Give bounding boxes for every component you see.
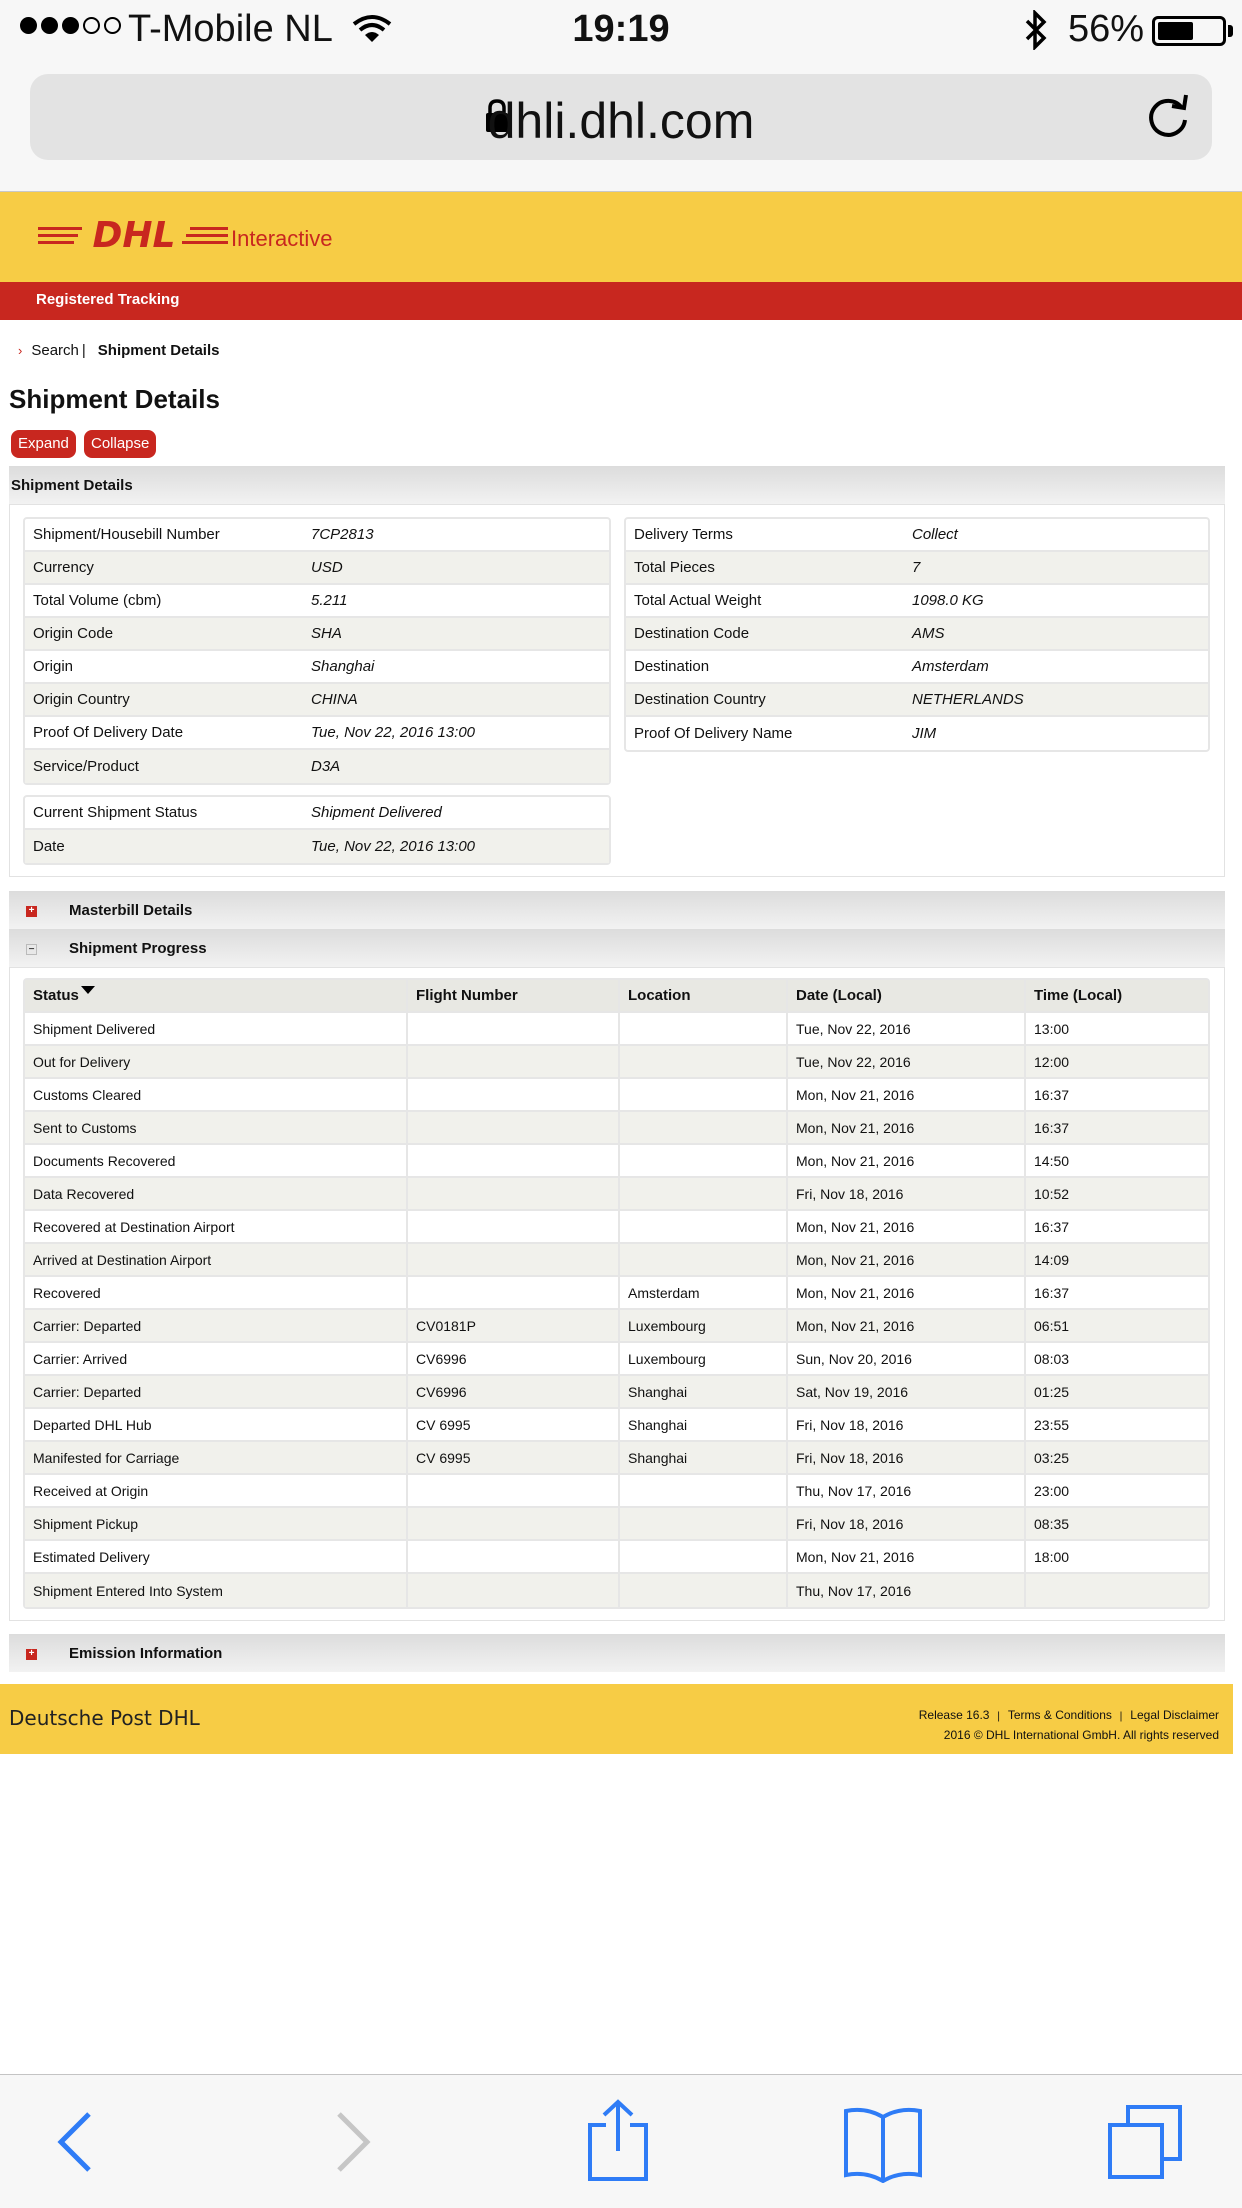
battery-percent: 56% xyxy=(1068,8,1145,50)
shipment-progress-section-header[interactable] xyxy=(9,929,1225,967)
status-cell: Carrier: Departed xyxy=(25,1376,408,1407)
flight-cell xyxy=(408,1244,620,1275)
date-cell: Mon, Nov 21, 2016 xyxy=(788,1244,1026,1275)
time-cell: 08:35 xyxy=(1034,1515,1070,1532)
status-cell: Shipment Pickup xyxy=(25,1508,408,1539)
table-header-row xyxy=(25,980,1208,1013)
date-cell: Mon, Nov 21, 2016 xyxy=(788,1541,1026,1572)
table-row xyxy=(25,1475,1208,1508)
detail-value: NETHERLANDS xyxy=(912,691,1024,708)
flight-cell xyxy=(408,1211,620,1242)
detail-row xyxy=(25,651,609,684)
detail-row xyxy=(25,684,609,717)
flight-cell: CV6996 xyxy=(408,1343,620,1374)
location-cell xyxy=(620,1541,788,1572)
dhl-logo-text: DHL xyxy=(92,218,176,250)
address-bar[interactable] xyxy=(30,74,1212,160)
detail-key: Total Pieces xyxy=(634,559,715,576)
status-cell: Arrived at Destination Airport xyxy=(25,1244,408,1275)
terms-link[interactable]: Terms & Conditions xyxy=(1007,1708,1112,1722)
flight-cell: CV 6995 xyxy=(408,1409,620,1440)
status-cell: Carrier: Arrived xyxy=(25,1343,408,1374)
time-cell: 23:55 xyxy=(1034,1416,1070,1433)
status-cell: Carrier: Departed xyxy=(25,1310,408,1341)
status-cell: Manifested for Carriage xyxy=(25,1442,408,1473)
status-cell: Departed DHL Hub xyxy=(25,1409,408,1440)
location-cell xyxy=(620,1211,788,1242)
status-cell: Shipment Entered Into System xyxy=(25,1574,408,1607)
status-value: Shipment Delivered xyxy=(311,804,442,821)
detail-value: CHINA xyxy=(311,691,358,708)
forward-icon[interactable] xyxy=(333,2111,373,2178)
table-row xyxy=(25,1376,1208,1409)
detail-key: Origin Country xyxy=(33,691,130,708)
column-header-date[interactable]: Date (Local) xyxy=(788,980,1026,1011)
shipment-details-section-label: Shipment Details xyxy=(11,477,133,494)
site-header xyxy=(0,192,1242,282)
time-cell: 18:00 xyxy=(1034,1548,1070,1565)
table-row xyxy=(25,1442,1208,1475)
detail-value: JIM xyxy=(912,725,937,742)
status-cell: Received at Origin xyxy=(25,1475,408,1506)
flight-cell xyxy=(408,1277,620,1308)
status-row xyxy=(25,797,609,830)
status-cell: Documents Recovered xyxy=(25,1145,408,1176)
release-info: Release 16.3 xyxy=(918,1708,990,1722)
url-text: dhli.dhl.com xyxy=(487,93,755,149)
date-cell: Mon, Nov 21, 2016 xyxy=(788,1310,1026,1341)
date-cell: Mon, Nov 21, 2016 xyxy=(788,1277,1026,1308)
detail-value: 5.211 xyxy=(311,592,348,609)
copyright: 2016 © DHL International GmbH. All rights reserved xyxy=(943,1728,1219,1742)
table-row xyxy=(25,1244,1208,1277)
detail-row xyxy=(626,651,1208,684)
status-key: Date xyxy=(33,838,65,855)
table-row xyxy=(25,1277,1208,1310)
flight-cell xyxy=(408,1475,620,1506)
status-cell: Recovered at Destination Airport xyxy=(25,1211,408,1242)
nav-bar xyxy=(0,282,1242,320)
status-cell: Recovered xyxy=(25,1277,408,1308)
detail-row xyxy=(626,552,1208,585)
detail-key: Total Actual Weight xyxy=(634,592,762,609)
table-row xyxy=(25,1145,1208,1178)
location-cell xyxy=(620,1112,788,1143)
column-header-time[interactable]: Time (Local) xyxy=(1034,987,1123,1004)
detail-key: Total Volume (cbm) xyxy=(33,592,162,609)
status-bar xyxy=(0,0,1242,60)
location-cell: Shanghai xyxy=(620,1442,788,1473)
time-cell: 10:52 xyxy=(1034,1185,1070,1202)
date-cell: Sat, Nov 19, 2016 xyxy=(788,1376,1026,1407)
table-row xyxy=(25,1409,1208,1442)
table-row xyxy=(25,1178,1208,1211)
chevron-right-icon: › xyxy=(18,343,23,358)
sort-down-icon xyxy=(81,986,95,994)
tabs-icon[interactable] xyxy=(1106,2103,1184,2186)
date-cell: Thu, Nov 17, 2016 xyxy=(788,1475,1026,1506)
masterbill-label: Masterbill Details xyxy=(69,902,193,919)
detail-row xyxy=(25,552,609,585)
time-cell: 23:00 xyxy=(1034,1482,1070,1499)
flight-cell: CV0181P xyxy=(408,1310,620,1341)
date-cell: Mon, Nov 21, 2016 xyxy=(788,1145,1026,1176)
expand-button[interactable]: Expand xyxy=(11,430,76,458)
footer-brand: Deutsche Post DHL xyxy=(9,1706,200,1730)
flight-cell xyxy=(408,1178,620,1209)
browser-toolbar xyxy=(0,2074,1242,2208)
bluetooth-icon xyxy=(1022,10,1050,55)
detail-value: SHA xyxy=(311,625,342,642)
table-row xyxy=(25,1211,1208,1244)
detail-value: 1098.0 KG xyxy=(912,592,984,609)
detail-value: D3A xyxy=(311,758,341,775)
date-cell: Thu, Nov 17, 2016 xyxy=(788,1574,1026,1607)
emission-label: Emission Information xyxy=(69,1645,223,1662)
breadcrumb-separator: | xyxy=(81,342,86,359)
location-cell: Shanghai xyxy=(620,1376,788,1407)
detail-value: Tue, Nov 22, 2016 13:00 xyxy=(311,724,476,741)
flight-cell xyxy=(408,1112,620,1143)
breadcrumb xyxy=(18,342,219,359)
emission-section-header[interactable] xyxy=(9,1634,1225,1672)
shipment-details-section-header[interactable] xyxy=(9,466,1225,504)
detail-row xyxy=(25,519,609,552)
site-footer xyxy=(0,1684,1233,1754)
time-cell xyxy=(1026,1574,1208,1607)
detail-value: Shanghai xyxy=(311,658,375,675)
location-cell xyxy=(620,1079,788,1110)
detail-row xyxy=(626,684,1208,717)
status-cell: Estimated Delivery xyxy=(25,1541,408,1572)
expand-plus-icon[interactable]: + xyxy=(26,906,37,917)
detail-row xyxy=(626,717,1208,750)
table-row xyxy=(25,1310,1208,1343)
location-cell xyxy=(620,1178,788,1209)
table-row xyxy=(25,1508,1208,1541)
breadcrumb-search-link[interactable]: Search xyxy=(31,342,79,359)
detail-value: Amsterdam xyxy=(912,658,989,675)
collapse-button[interactable]: Collapse xyxy=(84,430,156,458)
flight-cell xyxy=(408,1046,620,1077)
date-cell: Sun, Nov 20, 2016 xyxy=(788,1343,1026,1374)
date-cell: Tue, Nov 22, 2016 xyxy=(788,1013,1026,1044)
status-cell: Out for Delivery xyxy=(25,1046,408,1077)
share-icon[interactable] xyxy=(586,2099,650,2188)
time-cell: 03:25 xyxy=(1034,1449,1070,1466)
detail-row xyxy=(25,750,609,783)
detail-row xyxy=(626,585,1208,618)
flight-cell xyxy=(408,1145,620,1176)
location-cell: Amsterdam xyxy=(620,1277,788,1308)
detail-key: Proof Of Delivery Date xyxy=(33,724,184,741)
detail-key: Origin xyxy=(33,658,74,675)
expand-plus-icon[interactable]: + xyxy=(26,1649,37,1660)
time-cell: 16:37 xyxy=(1034,1284,1070,1301)
table-row xyxy=(25,1046,1208,1079)
date-cell: Fri, Nov 18, 2016 xyxy=(788,1508,1026,1539)
detail-row xyxy=(25,618,609,651)
detail-key: Service/Product xyxy=(33,758,139,775)
time-cell: 14:09 xyxy=(1034,1251,1070,1268)
detail-row xyxy=(25,585,609,618)
reload-icon[interactable] xyxy=(1144,90,1192,147)
location-cell xyxy=(620,1244,788,1275)
location-cell xyxy=(620,1046,788,1077)
date-cell: Tue, Nov 22, 2016 xyxy=(788,1046,1026,1077)
page-title: Shipment Details xyxy=(9,384,220,414)
detail-key: Destination Country xyxy=(634,691,766,708)
date-cell: Mon, Nov 21, 2016 xyxy=(788,1079,1026,1110)
column-header-status[interactable]: Status xyxy=(25,980,408,1011)
location-cell xyxy=(620,1145,788,1176)
detail-key: Proof Of Delivery Name xyxy=(634,725,793,742)
detail-value: AMS xyxy=(912,625,945,642)
clock: 19:19 xyxy=(572,8,670,50)
nav-registered-tracking[interactable]: Registered Tracking xyxy=(36,291,180,308)
flight-cell xyxy=(408,1013,620,1044)
flight-cell xyxy=(408,1079,620,1110)
table-row xyxy=(25,1343,1208,1376)
detail-key: Destination Code xyxy=(634,625,750,642)
table-row xyxy=(25,1079,1208,1112)
date-cell: Fri, Nov 18, 2016 xyxy=(788,1442,1026,1473)
date-cell: Fri, Nov 18, 2016 xyxy=(788,1178,1026,1209)
flight-cell xyxy=(408,1574,620,1607)
shipment-info-left xyxy=(23,517,611,785)
status-value: Tue, Nov 22, 2016 13:00 xyxy=(311,838,476,855)
shipment-status-table xyxy=(23,795,611,865)
detail-key: Destination xyxy=(634,658,710,675)
table-row xyxy=(25,1574,1208,1607)
detail-key: Origin Code xyxy=(33,625,114,642)
detail-row xyxy=(25,717,609,750)
location-cell xyxy=(620,1574,788,1607)
carrier-name: T-Mobile NL xyxy=(128,8,333,50)
location-cell: Luxembourg xyxy=(620,1310,788,1341)
progress-table xyxy=(23,978,1210,1609)
flight-cell: CV 6995 xyxy=(408,1442,620,1473)
status-key: Current Shipment Status xyxy=(33,804,198,821)
table-row xyxy=(25,1112,1208,1145)
status-cell: Sent to Customs xyxy=(25,1112,408,1143)
detail-key: Currency xyxy=(33,559,94,576)
time-cell: 06:51 xyxy=(1034,1317,1070,1334)
bookmarks-icon[interactable] xyxy=(842,2107,924,2188)
time-cell: 16:37 xyxy=(1034,1119,1070,1136)
time-cell: 16:37 xyxy=(1034,1086,1070,1103)
flight-cell xyxy=(408,1508,620,1539)
location-cell: Luxembourg xyxy=(620,1343,788,1374)
detail-key: Delivery Terms xyxy=(634,526,733,543)
breadcrumb-current: Shipment Details xyxy=(97,342,220,359)
collapse-minus-icon[interactable]: − xyxy=(26,944,37,955)
product-name: Interactive xyxy=(231,226,333,251)
flight-cell: CV6996 xyxy=(408,1376,620,1407)
battery-icon xyxy=(1152,16,1226,46)
status-cell: Shipment Delivered xyxy=(25,1013,408,1044)
time-cell: 16:37 xyxy=(1034,1218,1070,1235)
browser-chrome xyxy=(0,60,1242,192)
column-header-location[interactable]: Location xyxy=(620,980,788,1011)
shipment-info-right xyxy=(624,517,1210,752)
time-cell: 14:50 xyxy=(1034,1152,1070,1169)
detail-key: Shipment/Housebill Number xyxy=(33,526,220,543)
status-cell: Customs Cleared xyxy=(25,1079,408,1110)
shipment-progress-label: Shipment Progress xyxy=(69,940,207,957)
back-icon[interactable] xyxy=(55,2111,95,2178)
date-cell: Fri, Nov 18, 2016 xyxy=(788,1409,1026,1440)
legal-link[interactable]: Legal Disclaimer xyxy=(1130,1708,1219,1722)
masterbill-section-header[interactable] xyxy=(9,891,1225,929)
column-header-flight[interactable]: Flight Number xyxy=(408,980,620,1011)
time-cell: 13:00 xyxy=(1034,1020,1070,1037)
location-cell xyxy=(620,1013,788,1044)
table-row xyxy=(25,1541,1208,1574)
date-cell: Mon, Nov 21, 2016 xyxy=(788,1112,1026,1143)
detail-row xyxy=(626,618,1208,651)
location-cell xyxy=(620,1475,788,1506)
detail-value: USD xyxy=(311,559,343,576)
table-row xyxy=(25,1013,1208,1046)
time-cell: 12:00 xyxy=(1034,1053,1070,1070)
location-cell xyxy=(620,1508,788,1539)
detail-value: 7CP2813 xyxy=(311,526,374,543)
status-row xyxy=(25,830,609,863)
time-cell: 01:25 xyxy=(1034,1383,1070,1400)
footer-links: Release 16.3 ❘ Terms & Conditions ❘ Legal Disclaimer 2016 © DHL International GmbH. All rights reserved xyxy=(919,1706,1219,1745)
detail-row xyxy=(626,519,1208,552)
status-cell: Data Recovered xyxy=(25,1178,408,1209)
detail-value: 7 xyxy=(912,559,921,576)
date-cell: Mon, Nov 21, 2016 xyxy=(788,1211,1026,1242)
location-cell: Shanghai xyxy=(620,1409,788,1440)
time-cell: 08:03 xyxy=(1034,1350,1070,1367)
flight-cell xyxy=(408,1541,620,1572)
detail-value: Collect xyxy=(912,526,958,543)
dhl-logo[interactable] xyxy=(38,218,228,255)
